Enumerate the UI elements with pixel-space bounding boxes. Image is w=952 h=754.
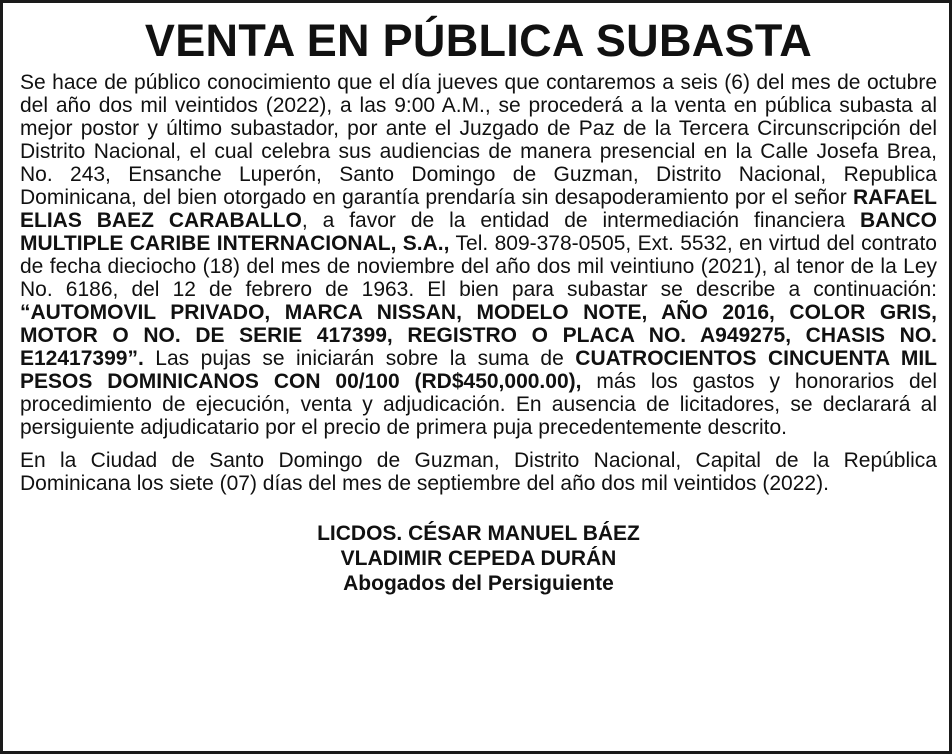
auction-amount: CUATROCIENTOS CINCUENTA MIL PESOS DOMINICANOS CON 00/100 (RD$450,000.00), — [20, 347, 937, 393]
signature-line-2: VLADIMIR CEPEDA DURÁN — [340, 547, 617, 570]
signature-block — [20, 521, 937, 596]
body-text-2: , a favor de la entidad de intermediación financiera — [301, 209, 846, 232]
body-text-1: Se hace de público conocimiento que el día jueves que contaremos a seis (6) del mes de octubre del año dos mil veintidos (2022), a las 9:00 A.M., se procederá a la venta en pública subasta al mejor postor y último subastador, por ante el Juzgado de Paz de la Tercera Circunscripción del Distrito Nacional, el cual celebra sus audiencias de manera presencial en la Calle Josefa Brea, No. 243, Ensanche Luperón, Santo Domingo de Guzman, Distrito Nacional, Republica Dominicana, del bien otorgado en garantía prendaría sin desapoderamiento por el señor — [20, 71, 937, 209]
body-text-5: más los gastos y honorarios del procedimiento de ejecución, venta y adjudicación. En ausencia de licitadores, se declarará al persiguiente adjudicatario por el precio de primera puja precedentemente descrito. — [20, 370, 937, 439]
notice-body — [20, 71, 937, 439]
debtor-name: RAFAEL ELIAS BAEZ CARABALLO — [20, 186, 937, 232]
notice-title: VENTA EN PÚBLICA SUBASTA — [144, 15, 813, 66]
body-text-3: Tel. 809-378-0505, Ext. 5532, en virtud del contrato de fecha dieciocho (18) del mes de noviembre del año dos mil veintiuno (2021), al tenor de la Ley No. 6186, del 12 de febrero de 1963. El bien para subastar se describe a continuación: — [20, 232, 937, 301]
signature-line-3: Abogados del Persiguiente — [343, 572, 614, 595]
bank-name: BANCO MULTIPLE CARIBE INTERNACIONAL, S.A., — [20, 209, 937, 255]
signature-line-1: LICDOS. CÉSAR MANUEL BÁEZ — [317, 522, 640, 545]
body-text-4: Las pujas se iniciarán sobre la suma de — [155, 347, 564, 370]
vehicle-description: “AUTOMOVIL PRIVADO, MARCA NISSAN, MODELO NOTE, AÑO 2016, COLOR GRIS, MOTOR O NO. DE SERIE 417399, REGISTRO O PLACA NO. A949275, CHASIS NO. E12417399”. — [20, 301, 937, 370]
closing-paragraph: En la Ciudad de Santo Domingo de Guzman, Distrito Nacional, Capital de la República Dominicana los siete (07) días del mes de septiembre del año dos mil veintidos (2022). — [20, 449, 937, 495]
